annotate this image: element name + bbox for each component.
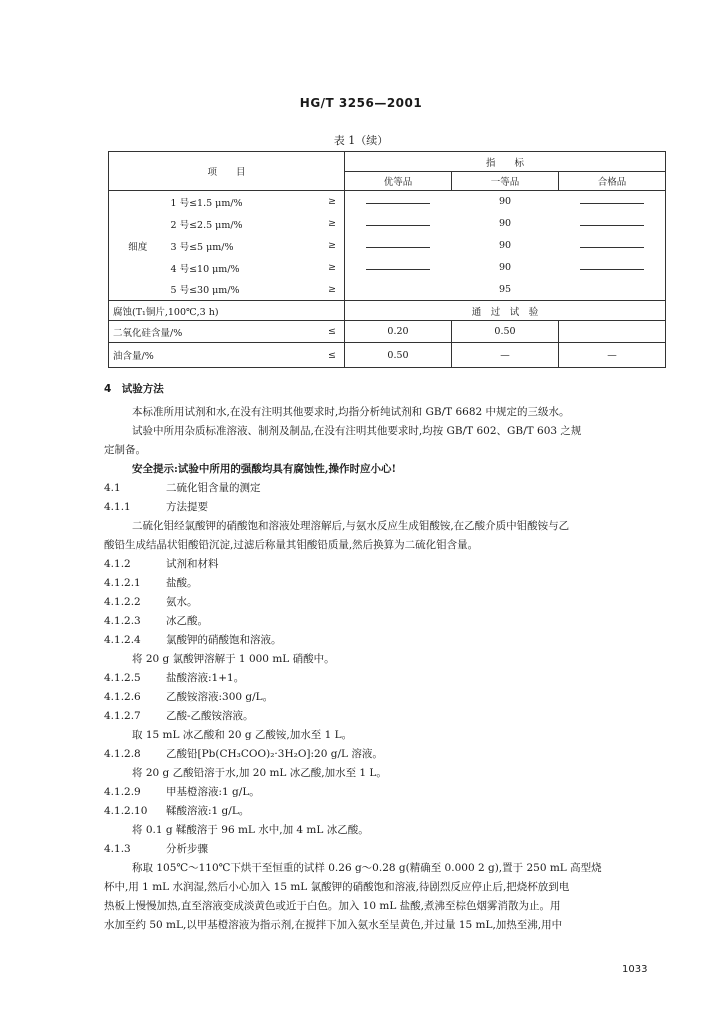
fineness-row-value-qualified: [559, 257, 666, 279]
fineness-row-operator: ≥: [321, 213, 345, 235]
fineness-row-value-premium: [345, 213, 452, 235]
fineness-row-label: 4 号≤10 μm/%: [170, 263, 240, 275]
fineness-row-operator: ≥: [321, 235, 345, 257]
clause-number: 4.1.3: [104, 843, 131, 855]
fineness-row-value-first: 90: [498, 196, 512, 208]
paragraph: 酸铅生成结晶状钼酸铅沉淀,过滤后称量其钼酸铅质量,然后换算为二硫化钼含量。: [104, 539, 479, 551]
silica-value-qualified: [559, 321, 666, 343]
fineness-row-value-premium: [345, 191, 452, 213]
paragraph: 称取 105℃～110℃下烘干至恒重的试样 0.26 g～0.28 g(精确至 0.000 2 g),置于 250 mL 高型烧: [132, 862, 602, 874]
fineness-row-operator: ≥: [321, 191, 345, 213]
silica-value-first: 0.50: [452, 321, 559, 343]
paragraph: 二硫化钼经氯酸钾的硝酸饱和溶液处理溶解后,与氨水反应生成钼酸铵,在乙酸介质中钼酸铵与乙: [132, 520, 570, 532]
col-item-header: 项 目: [109, 152, 345, 191]
subsection-heading: [104, 555, 664, 574]
blank-line: [366, 268, 430, 270]
paragraph: 水加至约 50 mL,以甲基橙溶液为指示剂,在搅拌下加入氨水至呈黄色,并过量 15 mL,加热至沸,用中: [104, 919, 563, 931]
paragraph: 热板上慢慢加热,直至溶液变成淡黄色或近于白色。加入 10 mL 盐酸,煮沸至棕色烟雾消散为止。用: [104, 900, 561, 912]
fineness-row-value-premium: [345, 279, 452, 301]
reagent-text: 氨水。: [166, 596, 198, 608]
clause-number: 4.1.2.7: [104, 710, 141, 722]
clause-number: 4.1.2.6: [104, 691, 141, 703]
silica-operator: ≤: [321, 321, 345, 343]
table-caption: 表 1（续）: [333, 134, 389, 147]
col-indicator-header: 指 标: [345, 152, 666, 172]
reagent-text: 乙酸-乙酸铵溶液。: [166, 710, 254, 722]
paragraph: 定制备。: [104, 444, 146, 456]
clause-number: 4.1.2.5: [104, 672, 141, 684]
corrosion-label: 腐蚀(T₁铜片,100℃,3 h): [109, 301, 345, 321]
fineness-row-value-qualified: [559, 235, 666, 257]
safety-notice: 安全提示:试验中所用的强酸均具有腐蚀性,操作时应小心!: [132, 463, 397, 475]
reagent-text: 乙酸铅[Pb(CH₃COO)₂·3H₂O]:20 g/L 溶液。: [166, 748, 383, 760]
oil-value-premium: 0.50: [345, 343, 452, 368]
reagent-text: 甲基橙溶液:1 g/L。: [166, 786, 260, 798]
clause-number: 4.1.2.4: [104, 634, 141, 646]
reagent-text: 盐酸溶液:1+1。: [166, 672, 245, 684]
reagent-note: 将 20 g 乙酸铅溶于水,加 20 mL 冰乙酸,加水至 1 L。: [132, 767, 387, 779]
clause-number: 4.1.1: [104, 501, 131, 513]
fineness-row-value-premium: [345, 257, 452, 279]
oil-operator: ≤: [321, 343, 345, 368]
subsection-heading: [104, 498, 664, 517]
reagent-note: 取 15 mL 冰乙酸和 20 g 乙酸铵,加水至 1 L。: [132, 729, 353, 741]
fineness-label: 细度: [109, 191, 167, 301]
reagent-text: 氯酸钾的硝酸饱和溶液。: [166, 634, 282, 646]
silica-label: 二氧化硅含量/%: [109, 321, 321, 343]
grade-header-first: 一等品: [452, 172, 559, 191]
reagent-item: [104, 688, 664, 707]
page-number: 1033: [622, 964, 648, 975]
reagent-item: [104, 669, 664, 688]
fineness-row-value-first: 90: [498, 262, 512, 273]
reagent-text: 盐酸。: [166, 577, 198, 589]
clause-number: 4.1.2.1: [104, 577, 141, 589]
oil-label: 油含量/%: [109, 343, 321, 368]
reagent-item: [104, 783, 664, 802]
reagent-text: 鞣酸溶液:1 g/L。: [166, 805, 250, 817]
reagent-note: 将 20 g 氯酸钾溶解于 1 000 mL 硝酸中。: [132, 653, 335, 665]
clause-title: 方法提要: [166, 501, 208, 513]
corrosion-value: 通 过 试 验: [345, 301, 666, 321]
section-4-content: [104, 380, 664, 935]
fineness-row-label: 2 号≤2.5 μm/%: [170, 219, 243, 231]
reagent-item: [104, 745, 664, 764]
blank-line: [580, 224, 644, 226]
fineness-row-label: 1 号≤1.5 μm/%: [170, 197, 243, 209]
clause-number: 4.1.2.8: [104, 748, 141, 760]
fineness-row-value-qualified: [559, 279, 666, 301]
fineness-row-value-first: 95: [498, 283, 512, 295]
reagent-item: [104, 802, 664, 821]
grade-header-premium: 优等品: [345, 172, 452, 191]
reagent-item: [104, 574, 664, 593]
fineness-row-label: 3 号≤5 μm/%: [170, 241, 234, 253]
fineness-row-value-premium: [345, 235, 452, 257]
subsection-heading: [104, 479, 664, 498]
blank-line: [580, 202, 644, 204]
fineness-row-value-first: 90: [498, 218, 512, 229]
fineness-row-operator: ≥: [321, 279, 345, 301]
blank-line: [366, 202, 430, 204]
paragraph: 试验中所用杂质标准溶液、制剂及制品,在没有注明其他要求时,均按 GB/T 602、GB/T 603 之规: [132, 425, 582, 437]
reagent-text: 冰乙酸。: [166, 615, 208, 627]
clause-number: 4.1.2: [104, 558, 131, 570]
reagent-item: [104, 593, 664, 612]
clause-title: 分析步骤: [166, 843, 208, 855]
clause-number: 4.1: [104, 482, 121, 494]
clause-title: 试剂和材料: [166, 558, 219, 570]
fineness-row-label: 5 号≤30 μm/%: [170, 285, 240, 297]
clause-number: 4.1.2.9: [104, 786, 141, 798]
reagent-item: [104, 631, 664, 650]
paragraph: 本标准所用试剂和水,在没有注明其他要求时,均指分析纯试剂和 GB/T 6682 中规定的三级水。: [132, 406, 570, 418]
specification-table: [108, 151, 666, 368]
section-title: 4 试验方法: [104, 383, 164, 395]
blank-line: [366, 246, 430, 248]
fineness-row-value-first: 90: [498, 240, 512, 251]
blank-line: [580, 268, 644, 270]
fineness-row-value-qualified: [559, 191, 666, 213]
clause-number: 4.1.2.10: [104, 805, 148, 817]
reagent-item: [104, 707, 664, 726]
clause-number: 4.1.2.2: [104, 596, 141, 608]
blank-line: [580, 246, 644, 248]
silica-value-premium: 0.20: [345, 321, 452, 343]
fineness-row-value-qualified: [559, 213, 666, 235]
clause-title: 二硫化钼含量的测定: [166, 482, 261, 494]
blank-line: [366, 224, 430, 226]
page-header: HG/T 3256—2001: [299, 96, 423, 110]
grade-header-qualified: 合格品: [559, 172, 666, 191]
reagent-item: [104, 612, 664, 631]
oil-value-qualified: —: [559, 343, 666, 368]
paragraph: 杯中,用 1 mL 水润湿,然后小心加入 15 mL 氯酸钾的硝酸饱和溶液,待剧烈反应停止后,把烧杯放到电: [104, 881, 570, 893]
reagent-note: 将 0.1 g 鞣酸溶于 96 mL 水中,加 4 mL 冰乙酸。: [132, 824, 369, 836]
fineness-row-operator: ≥: [321, 257, 345, 279]
oil-value-first: —: [452, 343, 559, 368]
subsection-heading: [104, 840, 664, 859]
reagent-text: 乙酸铵溶液:300 g/L。: [166, 691, 274, 703]
clause-number: 4.1.2.3: [104, 615, 141, 627]
